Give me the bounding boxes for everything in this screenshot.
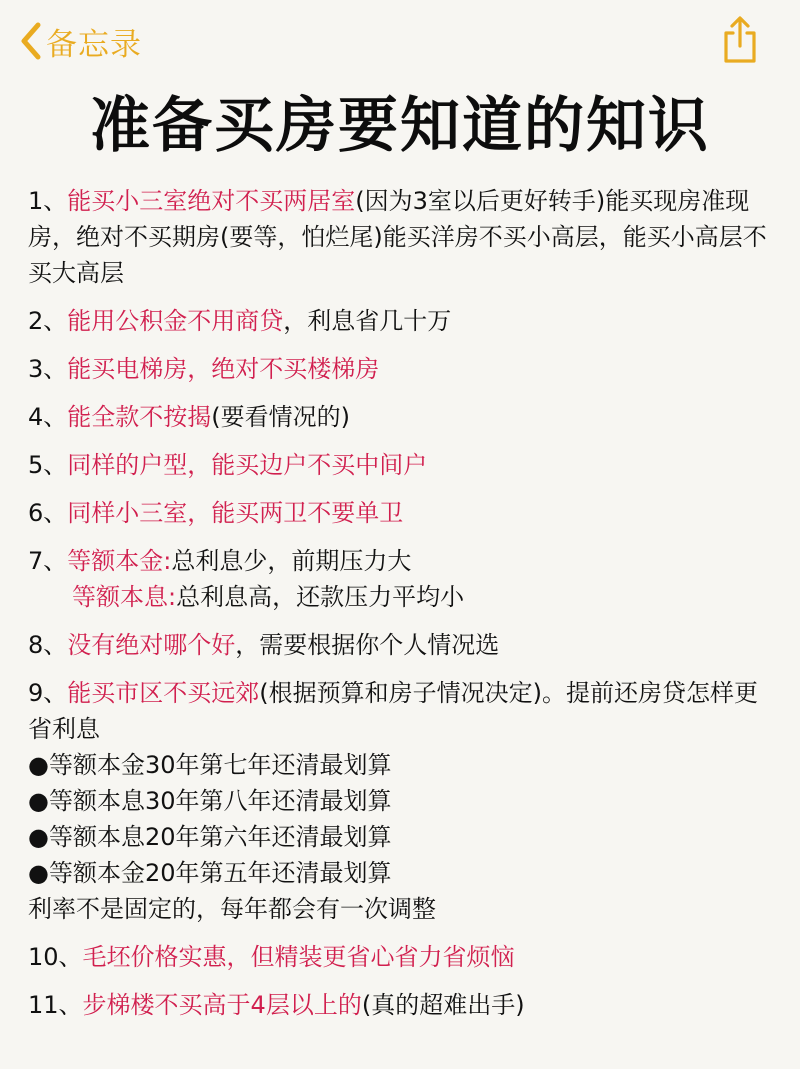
item-number: 2、 <box>28 307 68 335</box>
item-sub-highlight: 等额本息: <box>72 583 177 611</box>
item-highlight: 能买电梯房，绝对不买楼梯房 <box>67 355 380 383</box>
share-button[interactable] <box>716 14 764 66</box>
share-icon <box>716 51 764 70</box>
list-item-4 <box>28 399 780 435</box>
item-number: 3、 <box>28 355 68 383</box>
item-highlight: 等额本金: <box>67 547 172 575</box>
item-highlight: 毛坯价格实惠，但精装更省心省力省烦恼 <box>82 943 515 971</box>
item-subline <box>28 579 780 615</box>
item-text: 总利息少，前期压力大 <box>171 547 412 575</box>
item-line <box>28 543 780 579</box>
item-highlight: 同样小三室，能买两卫不要单卫 <box>67 499 404 527</box>
item-highlight: 能用公积金不用商贷 <box>67 307 284 335</box>
list-item-5 <box>28 447 780 483</box>
item-highlight: 步梯楼不买高于4层以上的 <box>82 991 362 1019</box>
item-highlight: 能买小三室绝对不买两居室 <box>67 187 356 215</box>
item-number: 9、 <box>28 679 68 707</box>
item-number: 8、 <box>28 631 68 659</box>
bullet-line: ●等额本息30年第八年还清最划算 <box>28 787 392 815</box>
list-item-7 <box>28 543 780 615</box>
bullet-line: ●等额本息20年第六年还清最划算 <box>28 823 392 851</box>
item-text: (真的超难出手) <box>361 991 525 1019</box>
item-number: 4、 <box>28 403 68 431</box>
list-item-3 <box>28 351 780 387</box>
list-item-8 <box>28 627 780 663</box>
note-content <box>28 183 780 1035</box>
item-highlight: 没有绝对哪个好 <box>67 631 236 659</box>
list-item-10 <box>28 939 780 975</box>
item-number: 1、 <box>28 187 68 215</box>
back-button[interactable] <box>20 18 142 64</box>
page-title: 准备买房要知道的知识 <box>90 91 710 161</box>
item-line <box>28 675 780 747</box>
item-number: 11、 <box>28 991 83 1019</box>
chevron-left-icon <box>20 22 42 60</box>
item-text: (要看情况的) <box>211 403 351 431</box>
list-item-6 <box>28 495 780 531</box>
list-item-11 <box>28 987 780 1023</box>
item-text: (因为3室以后更好转手)能买现房准现房，绝对不买期房(要等，怕烂尾)能买洋房不买小高层，能买小高层不买大高层 <box>28 187 767 287</box>
item-sub-text: 总利息高，还款压力平均小 <box>176 583 465 611</box>
list-item-2 <box>28 303 780 339</box>
item-text: ，利息省几十万 <box>283 307 452 335</box>
item-number: 10、 <box>28 943 83 971</box>
item-text: (根据预算和房子情况决定)。提前还房贷怎样更省利息 <box>28 679 759 743</box>
list-item-1 <box>28 183 780 291</box>
back-label: 备忘录 <box>46 26 142 63</box>
item-number: 5、 <box>28 451 68 479</box>
list-item-9 <box>28 675 780 927</box>
item-text: ，需要根据你个人情况选 <box>235 631 500 659</box>
item-number: 7、 <box>28 547 68 575</box>
item-highlight: 能买市区不买远郊 <box>67 679 260 707</box>
item-note: 利率不是固定的，每年都会有一次调整 <box>28 895 436 923</box>
bullet-line: ●等额本金20年第五年还清最划算 <box>28 859 392 887</box>
bullet-line: ●等额本金30年第七年还清最划算 <box>28 751 392 779</box>
item-number: 6、 <box>28 499 68 527</box>
item-highlight: 同样的户型，能买边户不买中间户 <box>67 451 428 479</box>
top-bar <box>0 0 800 82</box>
item-highlight: 能全款不按揭 <box>67 403 212 431</box>
